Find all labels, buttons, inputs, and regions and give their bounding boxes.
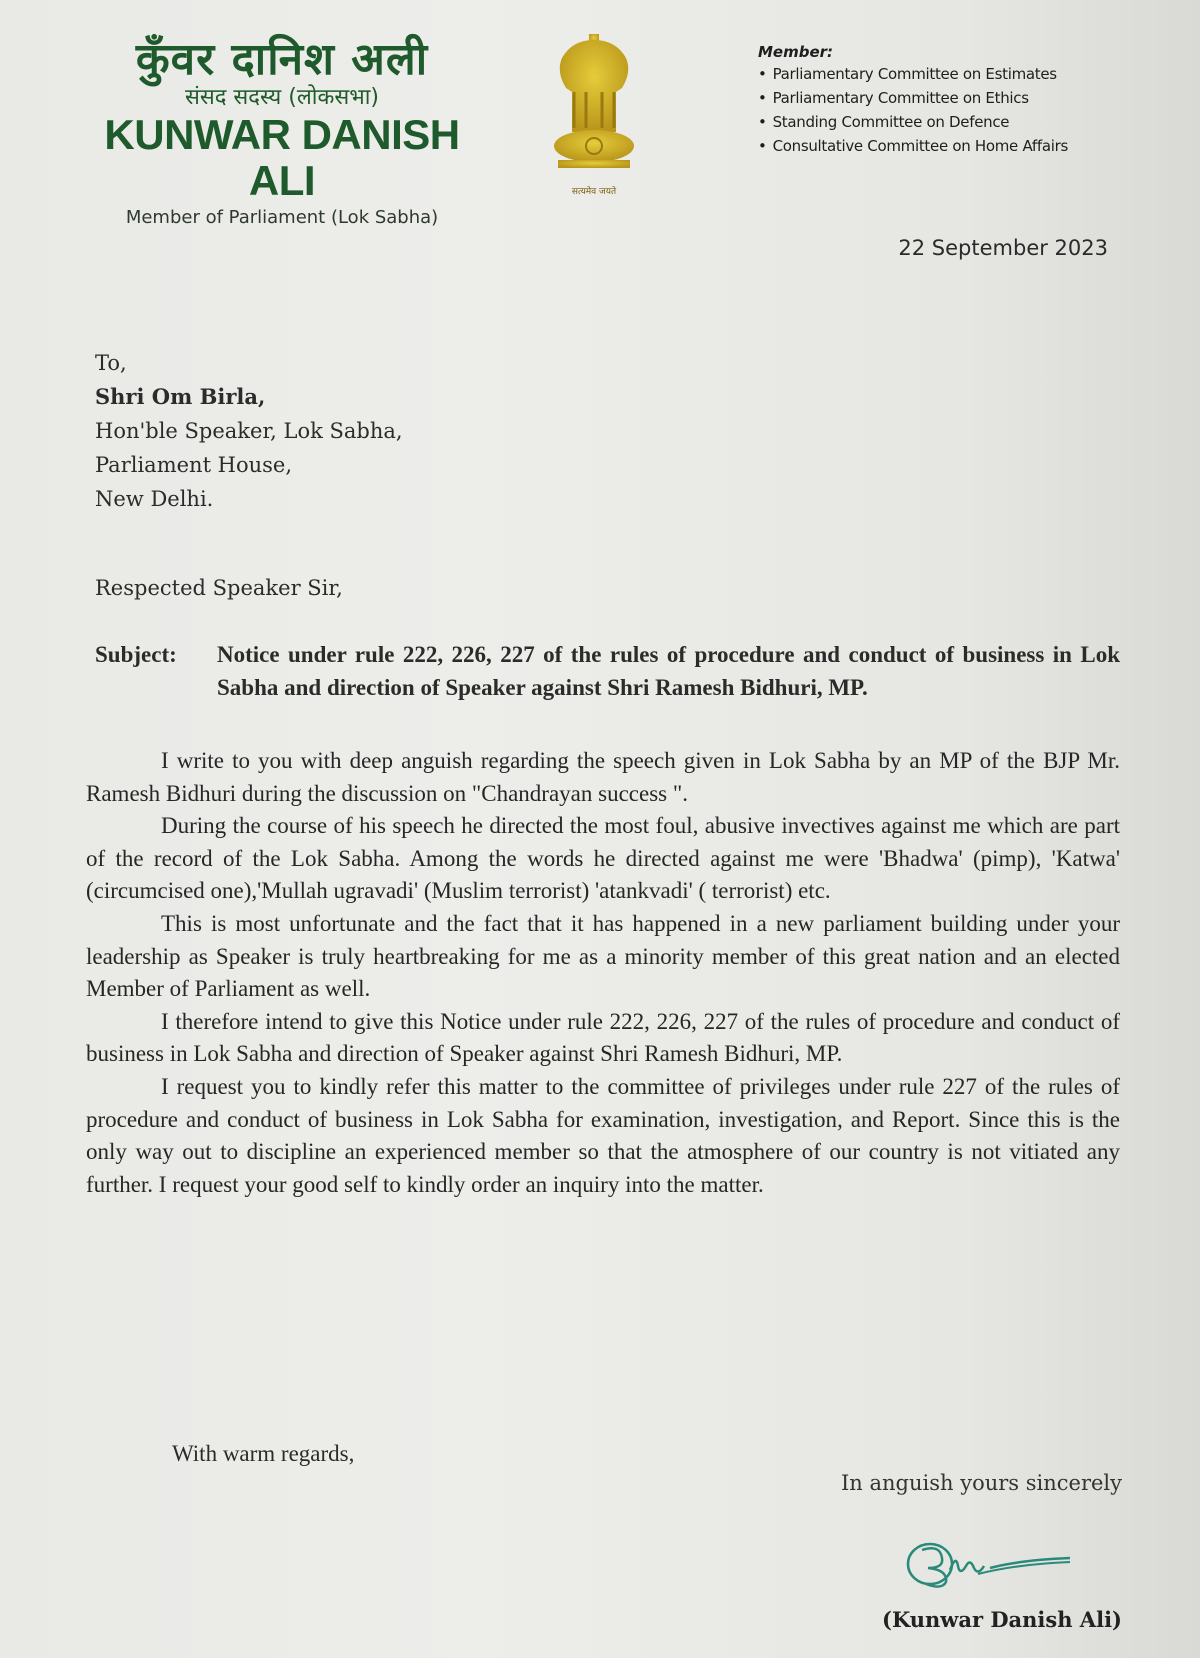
addressee-line: Parliament House,: [95, 453, 293, 477]
subject-line: [95, 638, 1120, 704]
member-label: Member:: [758, 43, 834, 61]
addressee-line: New Delhi.: [95, 487, 214, 511]
body-paragraph: I therefore intend to give this Notice under rule 222, 226, 227 of the rules of procedure and conduct of business in Lok Sabha and direction of Speaker against Shri Ramesh Bidhuri, MP.: [86, 1008, 1120, 1067]
closing-regards: With warm regards,: [172, 1441, 355, 1466]
committee-list: [758, 62, 1158, 158]
name-hindi: कुँवर दानिश अली: [135, 34, 429, 85]
body-paragraph: This is most unfortunate and the fact that it has happened in a new parliament building under your leadership as Speaker is truly heartbreaking for me as a minority member of this great nation and an elected Member of Parliament as well.: [86, 910, 1120, 1002]
signatory-name: (Kunwar Danish Ali): [882, 1607, 1122, 1632]
addressee-name: Shri Om Birla,: [95, 384, 266, 409]
letter-body: [86, 745, 1120, 1201]
addressee-line: Hon'ble Speaker, Lok Sabha,: [95, 419, 403, 443]
signature-icon: [900, 1530, 1090, 1600]
addressee-block: [95, 346, 403, 516]
committee-item: • Parliamentary Committee on Estimates: [758, 62, 1158, 86]
committee-item: • Consultative Committee on Home Affairs: [758, 134, 1158, 158]
committee-item: • Parliamentary Committee on Ethics: [758, 86, 1158, 110]
national-emblem-icon: [544, 28, 644, 198]
name-english: KUNWAR DANISH ALI: [104, 111, 460, 204]
salutation: Respected Speaker Sir,: [95, 576, 343, 600]
body-paragraph: During the course of his speech he directed the most foul, abusive invectives against me which are part of the record of the Lok Sabha. Among the words he directed against me were 'Bhadwa' (pimp), 'Katwa' (circumcised one),'Mullah ugravadi' (Muslim terrorist) 'atankvadi' ( terrorist) etc.: [86, 813, 1120, 904]
committee-memberships: [758, 42, 1158, 158]
closing-sincerely: In anguish yours sincerely: [841, 1471, 1122, 1495]
committee-item: • Standing Committee on Defence: [758, 110, 1158, 134]
title-english: Member of Parliament (Lok Sabha): [125, 207, 439, 228]
body-paragraph: I request you to kindly refer this matter to the committee of privileges under rule 227 of the rules of procedure and conduct of business in Lok Sabha for examination, investigation, and Report. Since this is the only way out to discipline an experienced member so that the atmosphere of our country is not vitiated any further. I request your good self to kindly order an inquiry into the matter.: [86, 1073, 1120, 1197]
subject-text: Notice under rule 222, 226, 227 of the rules of procedure and conduct of business in Lok Sabha and direction of Speaker against Shri Ramesh Bidhuri, MP.: [217, 642, 1120, 700]
title-hindi: संसद सदस्य (लोकसभा): [185, 85, 379, 110]
body-paragraph: I write to you with deep anguish regarding the speech given in Lok Sabha by an MP of the BJP Mr. Ramesh Bidhuri during the discussion on "Chandrayan success ".: [86, 748, 1120, 806]
emblem-motto: सत्यमेव जयते: [571, 187, 617, 197]
letterhead-name-block: [72, 34, 492, 230]
letter-date: 22 September 2023: [898, 236, 1108, 260]
subject-label: Subject:: [95, 642, 177, 667]
to-label: To,: [95, 351, 127, 375]
